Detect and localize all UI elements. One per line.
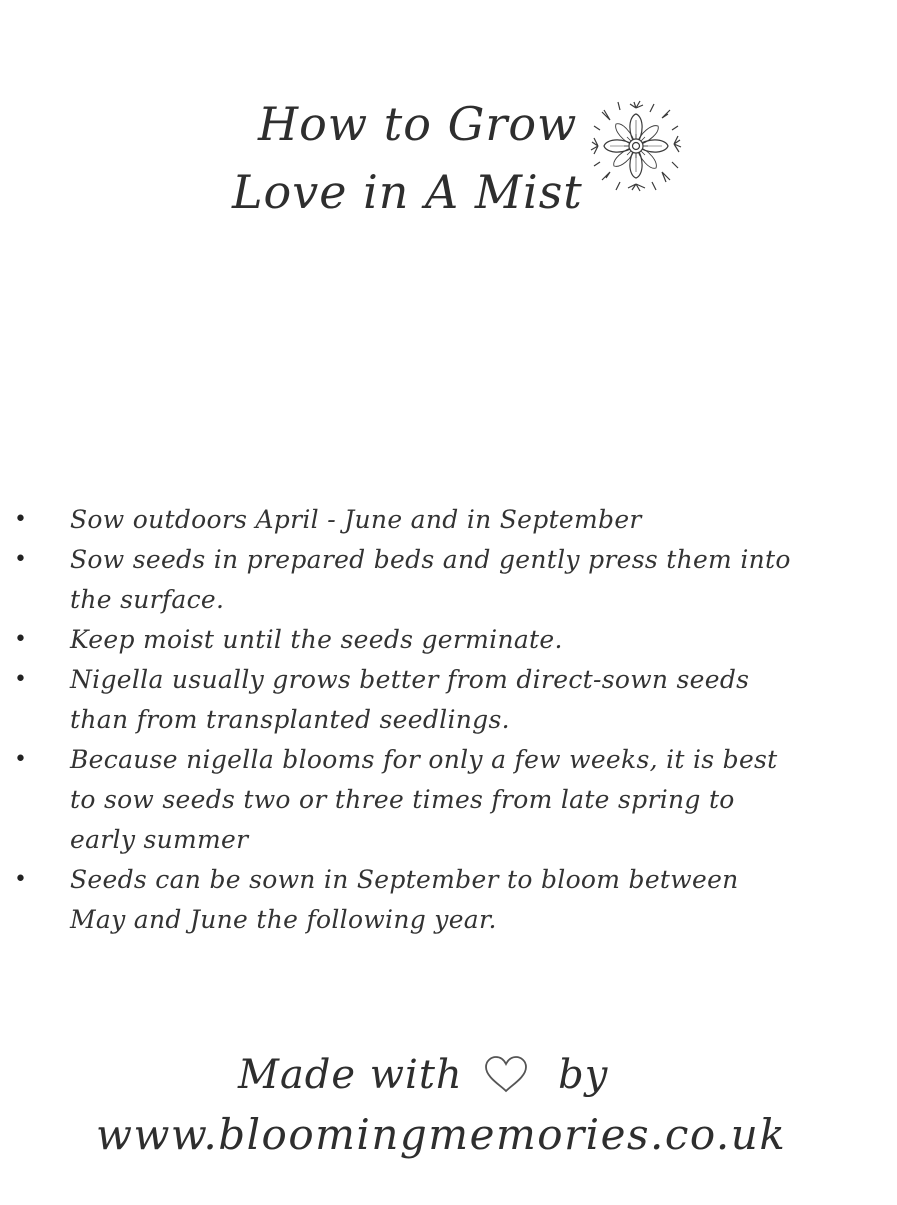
list-item xyxy=(0,860,800,940)
bullet-icon: • xyxy=(14,667,28,692)
care-step-text: Sow seeds in prepared beds and gently press them into the surface. xyxy=(70,545,791,614)
list-item xyxy=(0,660,800,740)
by-text: by xyxy=(558,1052,609,1098)
nigella-flower-icon xyxy=(590,100,682,192)
title-line-2: Love in A Mist xyxy=(232,165,583,219)
list-item xyxy=(0,620,800,660)
care-step-text: Because nigella blooms for only a few weeks, it is best to sow seeds two or three times from late spring to early summer xyxy=(70,745,778,854)
title-line-1: How to Grow xyxy=(258,97,578,151)
list-item xyxy=(0,740,800,860)
bullet-icon: • xyxy=(14,867,28,892)
care-step-text: Sow outdoors April - June and in September xyxy=(70,505,642,534)
heart-outline-icon xyxy=(482,1054,530,1094)
care-step-text: Nigella usually grows better from direct-sown seeds than from transplanted seedlings. xyxy=(70,665,750,734)
made-with-text: Made with xyxy=(238,1052,463,1098)
bullet-icon: • xyxy=(14,507,28,532)
care-instructions-list xyxy=(0,500,897,940)
bullet-icon: • xyxy=(14,627,28,652)
care-step-text: Keep moist until the seeds germinate. xyxy=(70,625,563,654)
made-with-line xyxy=(238,1045,608,1105)
list-item xyxy=(0,540,800,620)
website-url: www.bloomingmemories.co.uk xyxy=(96,1110,787,1159)
care-step-text: Seeds can be sown in September to bloom between May and June the following year. xyxy=(70,865,739,934)
bullet-icon: • xyxy=(14,747,28,772)
bullet-icon: • xyxy=(14,547,28,572)
list-item xyxy=(0,500,800,540)
